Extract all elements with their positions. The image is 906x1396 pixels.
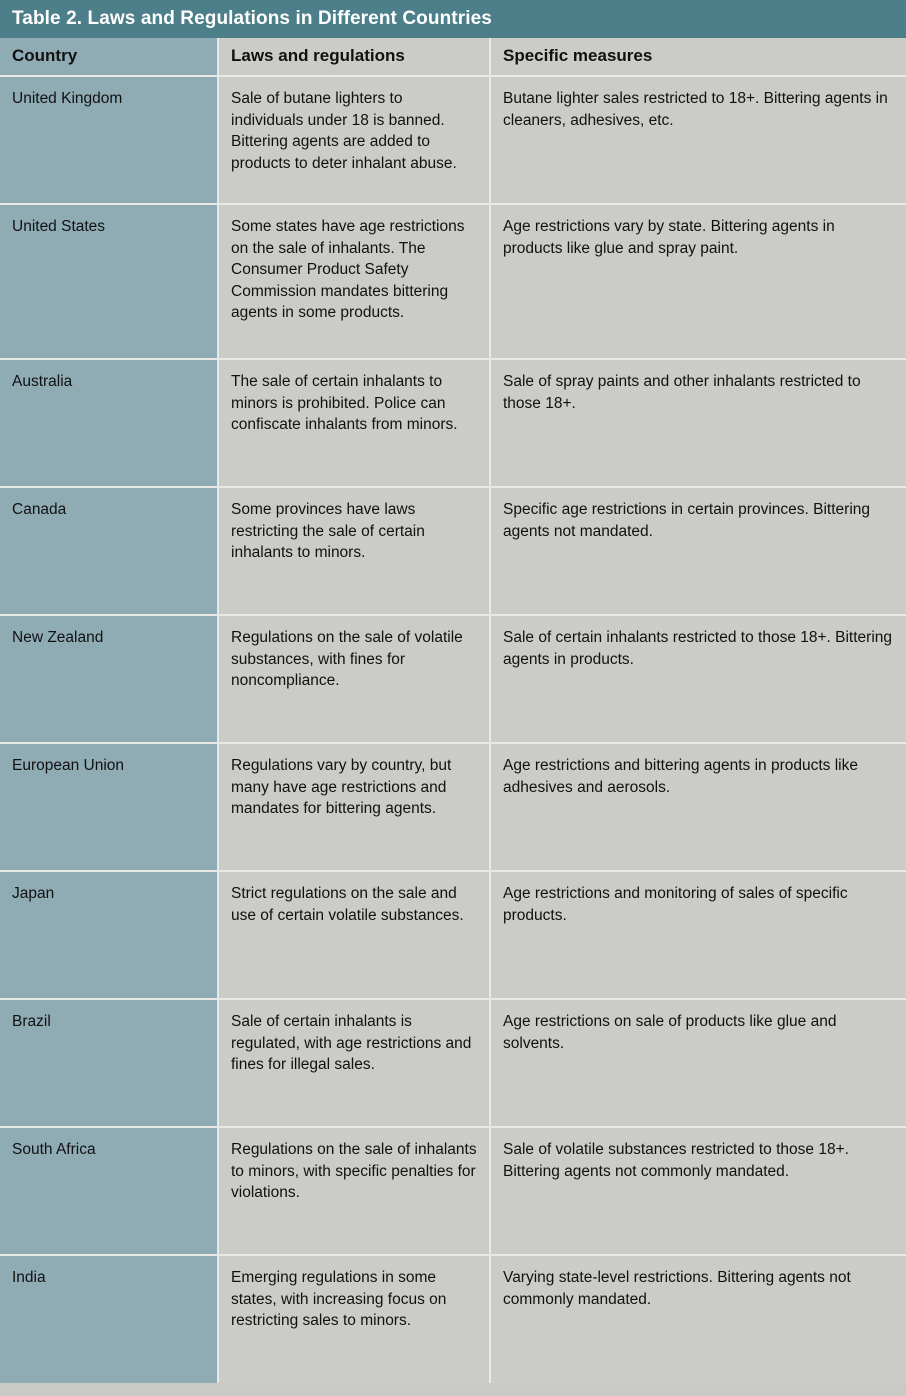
cell-measures: Sale of volatile substances restricted to those 18+. Bittering agents not commonly mandated. — [490, 1127, 906, 1255]
cell-country: Japan — [0, 871, 218, 999]
cell-measures: Age restrictions on sale of products like glue and solvents. — [490, 999, 906, 1127]
cell-country: South Africa — [0, 1127, 218, 1255]
table-row — [0, 743, 906, 871]
laws-regulations-table — [0, 38, 906, 1383]
cell-measures: Age restrictions and bittering agents in products like adhesives and aerosols. — [490, 743, 906, 871]
table-header-row — [0, 38, 906, 76]
cell-country: European Union — [0, 743, 218, 871]
cell-laws: Regulations on the sale of inhalants to minors, with specific penalties for violations. — [218, 1127, 490, 1255]
cell-laws: Regulations on the sale of volatile substances, with fines for noncompliance. — [218, 615, 490, 743]
column-header-country: Country — [0, 38, 218, 76]
cell-measures: Varying state-level restrictions. Bittering agents not commonly mandated. — [490, 1255, 906, 1383]
cell-country: United Kingdom — [0, 76, 218, 204]
cell-laws: The sale of certain inhalants to minors is prohibited. Police can confiscate inhalants from minors. — [218, 359, 490, 487]
cell-laws: Some provinces have laws restricting the sale of certain inhalants to minors. — [218, 487, 490, 615]
cell-measures: Age restrictions and monitoring of sales of specific products. — [490, 871, 906, 999]
cell-country: Australia — [0, 359, 218, 487]
cell-country: New Zealand — [0, 615, 218, 743]
cell-country: Brazil — [0, 999, 218, 1127]
table-row — [0, 871, 906, 999]
table-row — [0, 204, 906, 359]
cell-measures: Sale of certain inhalants restricted to those 18+. Bittering agents in products. — [490, 615, 906, 743]
column-header-laws-and-regulations: Laws and regulations — [218, 38, 490, 76]
table-row — [0, 76, 906, 204]
cell-country: India — [0, 1255, 218, 1383]
column-header-specific-measures: Specific measures — [490, 38, 906, 76]
cell-measures: Specific age restrictions in certain provinces. Bittering agents not mandated. — [490, 487, 906, 615]
cell-laws: Strict regulations on the sale and use of certain volatile substances. — [218, 871, 490, 999]
table-row — [0, 1127, 906, 1255]
cell-laws: Sale of certain inhalants is regulated, with age restrictions and fines for illegal sales. — [218, 999, 490, 1127]
table-body — [0, 76, 906, 1383]
table-row — [0, 487, 906, 615]
cell-laws: Some states have age restrictions on the sale of inhalants. The Consumer Product Safety Commission mandates bittering agents in some products. — [218, 204, 490, 359]
cell-laws: Emerging regulations in some states, with increasing focus on restricting sales to minors. — [218, 1255, 490, 1383]
cell-laws: Regulations vary by country, but many have age restrictions and mandates for bittering agents. — [218, 743, 490, 871]
table-header — [0, 38, 906, 76]
cell-measures: Sale of spray paints and other inhalants restricted to those 18+. — [490, 359, 906, 487]
cell-country: Canada — [0, 487, 218, 615]
table-title: Table 2. Laws and Regulations in Different Countries — [0, 0, 906, 38]
cell-measures: Butane lighter sales restricted to 18+. Bittering agents in cleaners, adhesives, etc. — [490, 76, 906, 204]
table-row — [0, 615, 906, 743]
cell-laws: Sale of butane lighters to individuals under 18 is banned. Bittering agents are added to products to deter inhalant abuse. — [218, 76, 490, 204]
cell-measures: Age restrictions vary by state. Bittering agents in products like glue and spray paint. — [490, 204, 906, 359]
cell-country: United States — [0, 204, 218, 359]
table-row — [0, 359, 906, 487]
table-row — [0, 999, 906, 1127]
table-row — [0, 1255, 906, 1383]
